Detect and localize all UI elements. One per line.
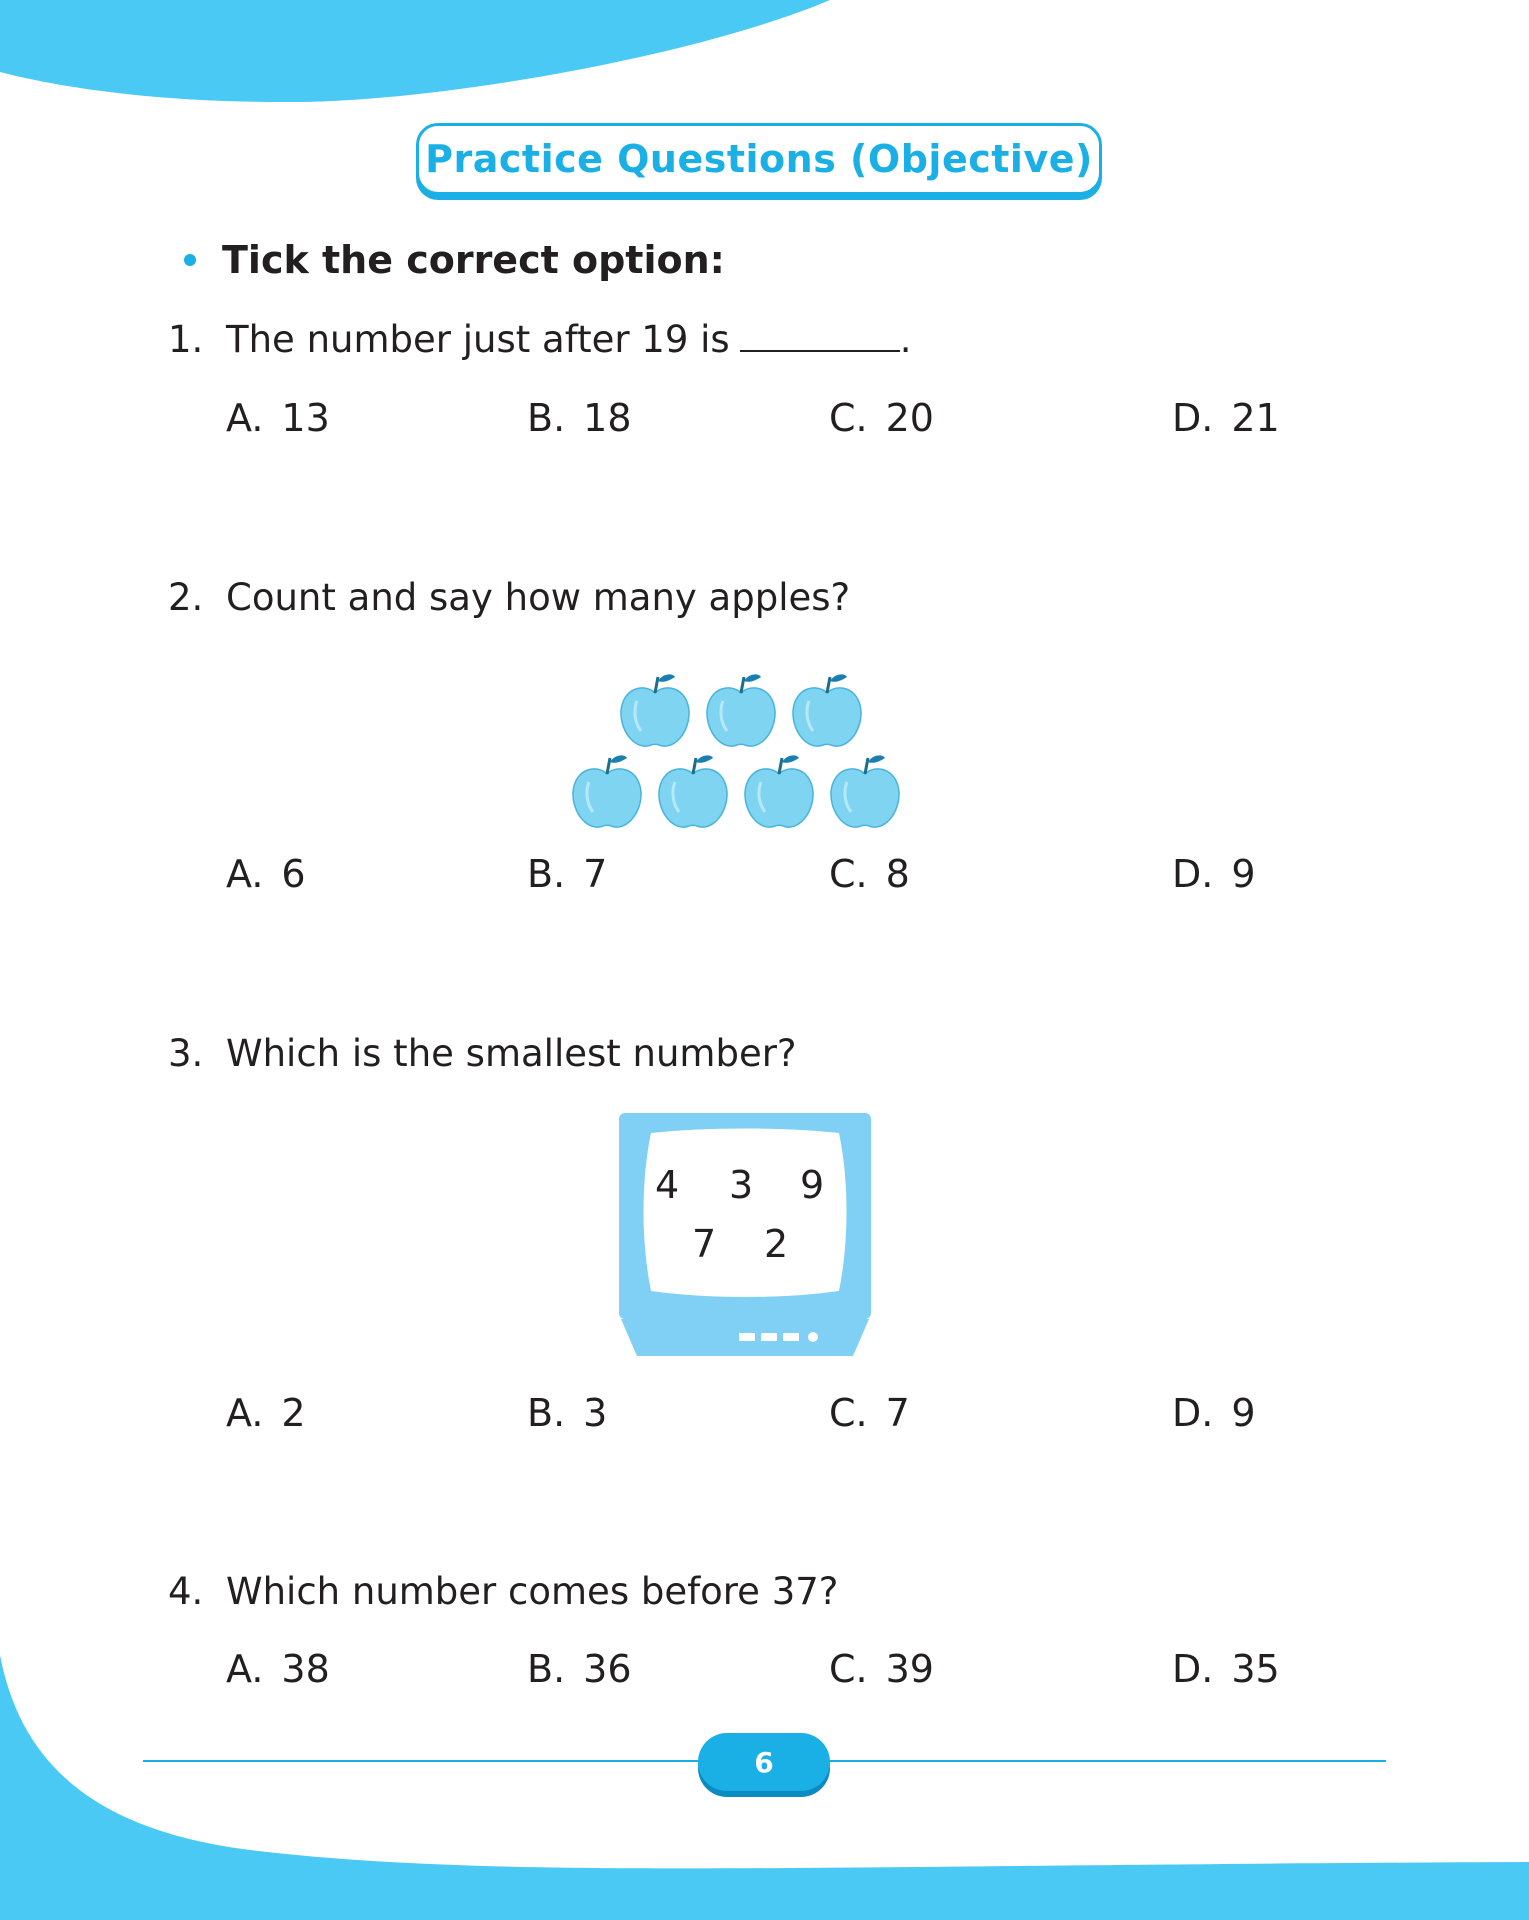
option-value: 6 <box>281 852 306 896</box>
option-letter: A. <box>226 852 264 896</box>
option-letter: C. <box>829 1647 868 1691</box>
tv-number: 7 <box>692 1222 717 1266</box>
option-c[interactable] <box>829 396 934 440</box>
option-value: 9 <box>1231 1391 1256 1435</box>
option-letter: A. <box>226 1391 264 1435</box>
option-a[interactable] <box>226 1647 330 1691</box>
option-value: 39 <box>885 1647 934 1691</box>
option-b[interactable] <box>527 852 607 896</box>
option-letter: B. <box>527 852 566 896</box>
tv-icon <box>617 1111 873 1356</box>
option-letter: B. <box>527 1647 566 1691</box>
option-c[interactable] <box>829 1647 934 1691</box>
tv-number: 3 <box>729 1163 754 1207</box>
question-text: Which is the smallest number? <box>226 1032 797 1075</box>
instruction <box>184 238 725 282</box>
option-value: 7 <box>885 1391 910 1435</box>
option-letter: D. <box>1172 1647 1214 1691</box>
option-value: 7 <box>583 852 608 896</box>
option-letter: C. <box>829 396 868 440</box>
tv-number: 2 <box>764 1222 789 1266</box>
question-text: Which number comes before 37? <box>226 1570 839 1613</box>
question-4 <box>168 1570 838 1613</box>
question-3 <box>168 1032 797 1075</box>
option-letter: B. <box>527 1391 566 1435</box>
question-number: 2. <box>168 576 204 619</box>
option-letter: A. <box>226 396 264 440</box>
option-letter: A. <box>226 1647 264 1691</box>
option-a[interactable] <box>226 396 330 440</box>
option-letter: D. <box>1172 852 1214 896</box>
option-b[interactable] <box>527 1647 632 1691</box>
option-b[interactable] <box>527 1391 607 1435</box>
apple-icon <box>745 755 813 827</box>
apple-icon <box>793 674 861 746</box>
option-value: 20 <box>885 396 934 440</box>
page-number: 6 <box>754 1745 774 1779</box>
option-value: 36 <box>583 1647 632 1691</box>
apple-icon <box>621 674 689 746</box>
question-text: Count and say how many apples? <box>226 576 851 619</box>
page-title: Practice Questions (Objective) <box>425 137 1093 181</box>
option-letter: C. <box>829 852 868 896</box>
apple-icon <box>831 755 899 827</box>
option-value: 35 <box>1231 1647 1280 1691</box>
tv-number: 9 <box>800 1163 825 1207</box>
option-value: 2 <box>281 1391 306 1435</box>
option-letter: D. <box>1172 1391 1214 1435</box>
option-value: 3 <box>583 1391 608 1435</box>
question-2 <box>168 576 850 619</box>
option-d[interactable] <box>1172 852 1256 896</box>
question-number: 3. <box>168 1032 204 1075</box>
option-value: 13 <box>281 396 330 440</box>
apple-icon <box>659 755 727 827</box>
option-c[interactable] <box>829 852 910 896</box>
apple-icon <box>707 674 775 746</box>
option-value: 38 <box>281 1647 330 1691</box>
option-value: 8 <box>885 852 910 896</box>
option-d[interactable] <box>1172 1647 1280 1691</box>
question-1 <box>168 318 911 361</box>
option-b[interactable] <box>527 396 632 440</box>
question-number: 4. <box>168 1570 204 1613</box>
instruction-text: Tick the correct option: <box>222 238 725 282</box>
apple-icon <box>573 755 641 827</box>
question-text: The number just after 19 is <box>226 318 730 361</box>
top-wave <box>0 0 830 102</box>
answer-blank <box>740 320 900 352</box>
option-value: 18 <box>583 396 632 440</box>
apples-illustration <box>570 660 910 830</box>
page-number-badge <box>698 1733 830 1791</box>
option-letter: B. <box>527 396 566 440</box>
option-letter: C. <box>829 1391 868 1435</box>
option-value: 9 <box>1231 852 1256 896</box>
title-box <box>416 123 1102 195</box>
bullet-icon <box>184 254 196 266</box>
question-number: 1. <box>168 318 204 361</box>
blank-end: . <box>899 318 912 361</box>
option-value: 21 <box>1231 396 1280 440</box>
option-c[interactable] <box>829 1391 910 1435</box>
option-a[interactable] <box>226 1391 306 1435</box>
option-letter: D. <box>1172 396 1214 440</box>
tv-number: 4 <box>655 1163 680 1207</box>
option-a[interactable] <box>226 852 306 896</box>
option-d[interactable] <box>1172 1391 1256 1435</box>
option-d[interactable] <box>1172 396 1280 440</box>
